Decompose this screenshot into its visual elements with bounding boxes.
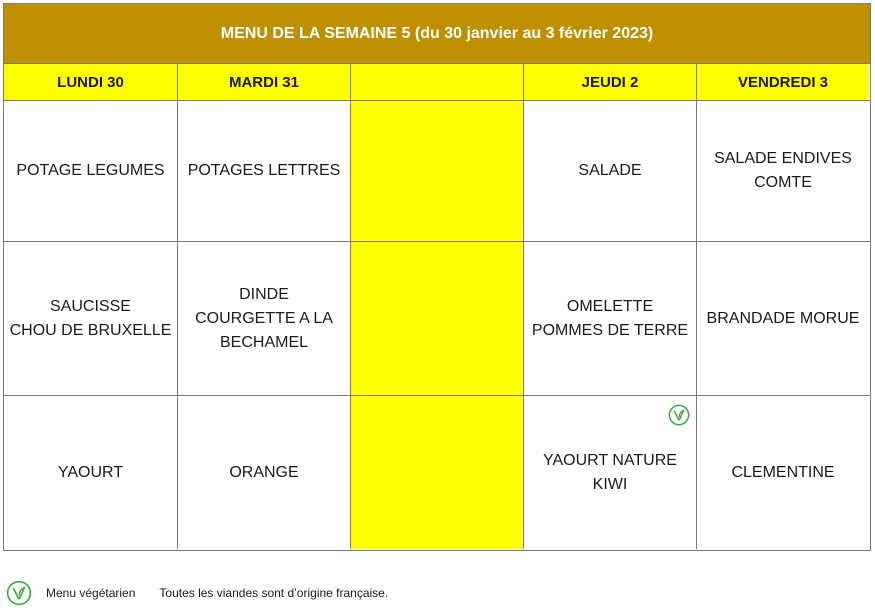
footer-legend [6, 580, 388, 606]
menu-title: MENU DE LA SEMAINE 5 (du 30 janvier au 3 février 2023) [4, 4, 870, 64]
day-header-lundi: LUNDI 30 [4, 64, 178, 100]
menu-cell: SALADE ENDIVES COMTE [697, 101, 869, 241]
menu-grid [4, 101, 870, 549]
menu-cell: DINDE COURGETTE A LA BECHAMEL [178, 242, 351, 395]
menu-cell: ORANGE [178, 396, 351, 549]
menu-cell-vegetarian [524, 396, 697, 549]
day-header-jeudi: JEUDI 2 [524, 64, 697, 100]
menu-cell: CLEMENTINE [697, 396, 869, 549]
day-header-vendredi: VENDREDI 3 [697, 64, 869, 100]
menu-row-entree [4, 101, 870, 242]
day-header-mardi: MARDI 31 [178, 64, 351, 100]
menu-cell: BRANDADE MORUE [697, 242, 869, 395]
menu-table [3, 3, 871, 551]
menu-cell: OMELETTE POMMES DE TERRE [524, 242, 697, 395]
menu-cell-closed [351, 396, 524, 549]
menu-cell: SALADE [524, 101, 697, 241]
menu-cell-closed [351, 242, 524, 395]
menu-cell: POTAGES LETTRES [178, 101, 351, 241]
menu-cell: YAOURT [4, 396, 178, 549]
menu-cell-text: YAOURT NATURE KIWI [543, 451, 677, 493]
menu-cell: POTAGE LEGUMES [4, 101, 178, 241]
legend-label: Menu végétarien [46, 586, 136, 600]
menu-cell-closed [351, 101, 524, 241]
menu-row-dessert [4, 396, 870, 549]
vegetarian-leaf-icon [6, 580, 32, 606]
menu-cell: SAUCISSE CHOU DE BRUXELLE [4, 242, 178, 395]
day-header-row [4, 64, 870, 101]
origin-note: Toutes les viandes sont d’origine française. [159, 586, 389, 600]
day-header-mercredi-closed [351, 64, 524, 100]
vegetarian-leaf-icon [668, 404, 690, 426]
menu-row-plat [4, 242, 870, 396]
